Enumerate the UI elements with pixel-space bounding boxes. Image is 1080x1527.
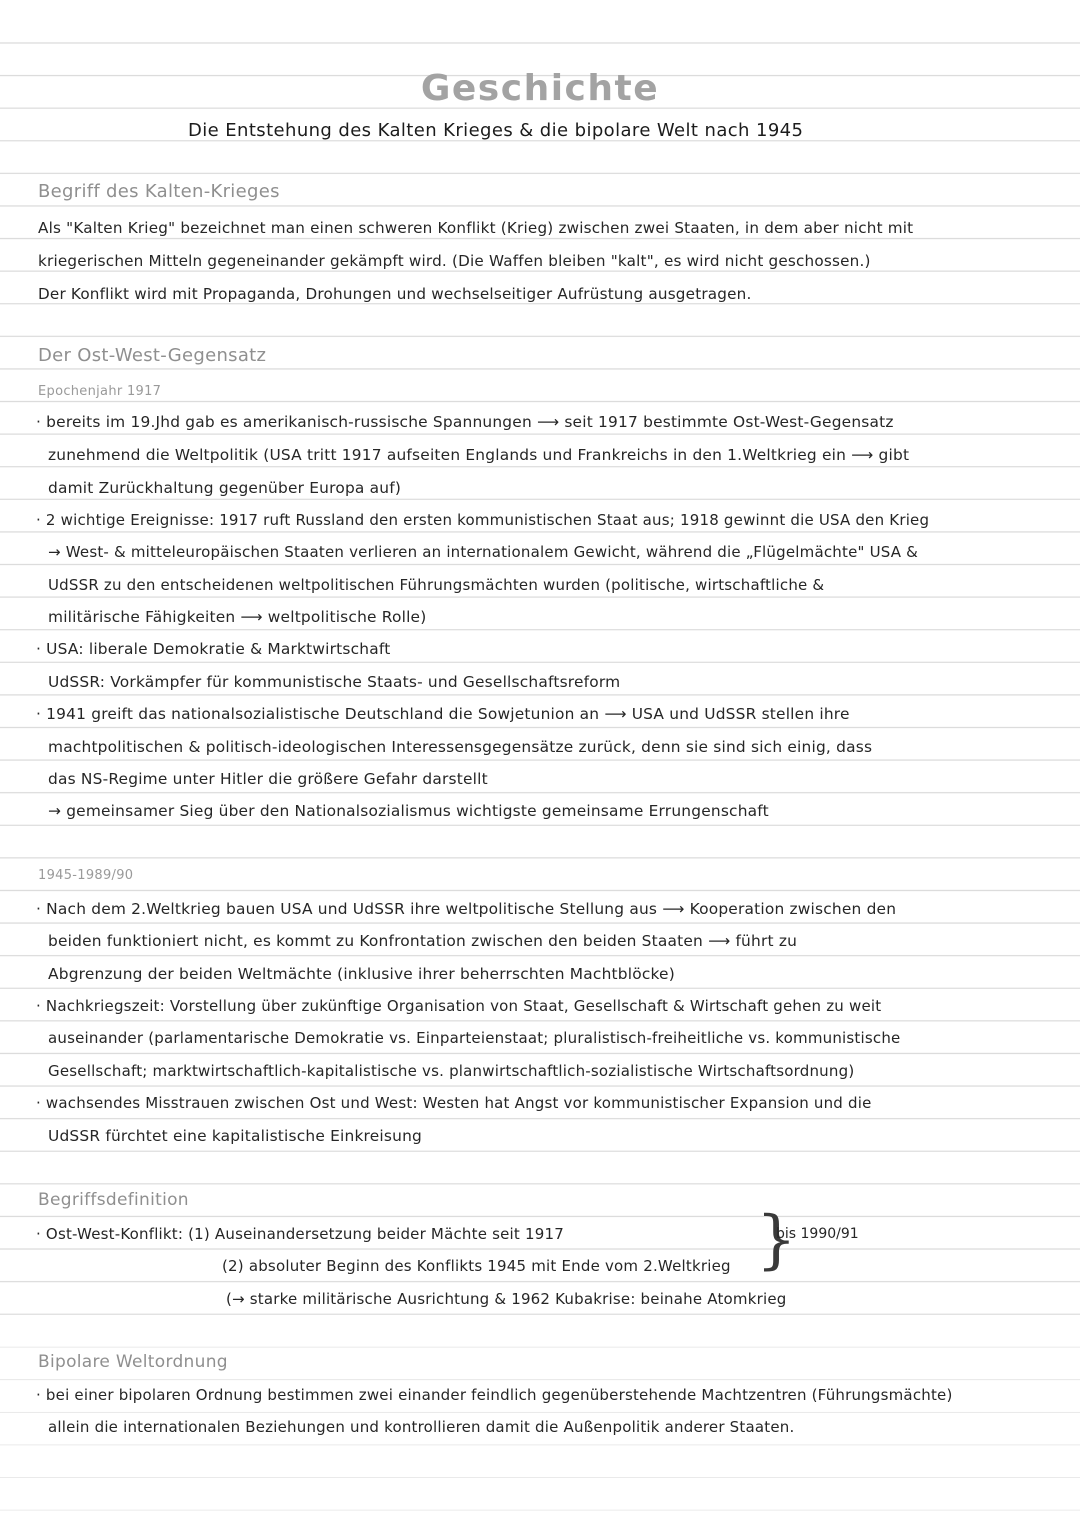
text-line: · Nachkriegszeit: Vorstellung über zukünftige Organisation von Staat, Gesellschaft & Wirtschaft gehen zu weit bbox=[36, 997, 882, 1015]
text-line: das NS-Regime unter Hitler die größere Gefahr darstellt bbox=[48, 770, 488, 788]
text-line: · 2 wichtige Ereignisse: 1917 ruft Russland den ersten kommunistischen Staat aus; 1918 gewinnt die USA den Krieg bbox=[36, 511, 930, 529]
text-line: (→ starke militärische Ausrichtung & 1962 Kubakrise: beinahe Atomkrieg bbox=[226, 1290, 787, 1308]
text-line: · bereits im 19.Jhd gab es amerikanisch-russische Spannungen ⟶ seit 1917 bestimmte Ost-West-Gegensatz bbox=[36, 413, 894, 431]
text-line: machtpolitischen & politisch-ideologischen Interessensgegensätze zurück, denn sie sind sich einig, dass bbox=[48, 738, 873, 756]
text-line: · Ost-West-Konflikt: (1) Auseinandersetzung beider Mächte seit 1917 bbox=[36, 1225, 564, 1243]
text-line: Abgrenzung der beiden Weltmächte (inklusive ihrer beherrschten Machtblöcke) bbox=[48, 965, 675, 983]
text-line: allein die internationalen Beziehungen und kontrollieren damit die Außenpolitik anderer Staaten. bbox=[48, 1418, 795, 1436]
text-line: Der Konflikt wird mit Propaganda, Drohungen und wechselseitiger Aufrüstung ausgetragen. bbox=[38, 285, 752, 303]
subheading-epochenjahr: Epochenjahr 1917 bbox=[38, 384, 162, 399]
text-line: · USA: liberale Demokratie & Marktwirtschaft bbox=[36, 640, 391, 658]
text-line: zunehmend die Weltpolitik (USA tritt 1917 aufseiten Englands und Frankreichs in den 1.Weltkrieg ein ⟶ gibt bbox=[48, 446, 910, 464]
text-line: damit Zurückhaltung gegenüber Europa auf) bbox=[48, 479, 402, 497]
text-line: UdSSR fürchtet eine kapitalistische Einkreisung bbox=[48, 1127, 422, 1145]
section-heading-bipolare-weltordnung: Bipolare Weltordnung bbox=[38, 1352, 228, 1372]
section-heading-kalter-krieg: Begriff des Kalten-Krieges bbox=[38, 181, 280, 202]
text-line: (2) absoluter Beginn des Konflikts 1945 mit Ende vom 2.Weltkrieg bbox=[222, 1257, 731, 1275]
text-line: · 1941 greift das nationalsozialistische Deutschland die Sowjetunion an ⟶ USA und UdSSR stellen ihre bbox=[36, 705, 850, 723]
text-line: · bei einer bipolaren Ordnung bestimmen zwei einander feindlich gegenüberstehende Machtzentren (Führungsmächte) bbox=[36, 1386, 953, 1404]
text-line: auseinander (parlamentarische Demokratie vs. Einparteienstaat; pluralistisch-freiheitliche vs. kommunistische bbox=[48, 1029, 901, 1047]
text-line: → West- & mitteleuropäischen Staaten verlieren an internationalem Gewicht, während die „Flügelmächte" USA & bbox=[48, 543, 919, 561]
text-line: Als "Kalten Krieg" bezeichnet man einen schweren Konflikt (Krieg) zwischen zwei Staaten, in dem aber nicht mit bbox=[38, 219, 914, 237]
page-title: Geschichte bbox=[420, 68, 660, 109]
text-line: beiden funktioniert nicht, es kommt zu Konfrontation zwischen den beiden Staaten ⟶ führt zu bbox=[48, 932, 798, 950]
page-subtitle: Die Entstehung des Kalten Krieges & die bipolare Welt nach 1945 bbox=[188, 120, 804, 141]
text-line: UdSSR zu den entscheidenen weltpolitischen Führungsmächten wurden (politische, wirtschaftliche & bbox=[48, 576, 825, 594]
text-line: kriegerischen Mitteln gegeneinander gekämpft wird. (Die Waffen bleiben "kalt", es wird nicht geschossen.) bbox=[38, 252, 871, 270]
section-heading-ost-west: Der Ost-West-Gegensatz bbox=[38, 345, 267, 366]
text-line: Gesellschaft; marktwirtschaftlich-kapitalistische vs. planwirtschaftlich-sozialistische Wirtschaftsordnung) bbox=[48, 1062, 855, 1080]
text-line: · Nach dem 2.Weltkrieg bauen USA und UdSSR ihre weltpolitische Stellung aus ⟶ Kooperation zwischen den bbox=[36, 900, 897, 918]
subheading-zeitraum: 1945-1989/90 bbox=[38, 868, 134, 883]
section-heading-begriffsdefinition: Begriffsdefinition bbox=[38, 1190, 189, 1210]
text-line: militärische Fähigkeiten ⟶ weltpolitische Rolle) bbox=[48, 608, 427, 626]
text-line: · wachsendes Misstrauen zwischen Ost und West: Westen hat Angst vor kommunistischer Expansion und die bbox=[36, 1094, 872, 1112]
curly-brace: } bbox=[756, 1203, 797, 1277]
text-line: → gemeinsamer Sieg über den Nationalsozialismus wichtigste gemeinsame Errungenschaft bbox=[48, 802, 769, 820]
text-line: UdSSR: Vorkämpfer für kommunistische Staats- und Gesellschaftsreform bbox=[48, 673, 621, 691]
brace-label: bis 1990/91 bbox=[776, 1226, 859, 1242]
